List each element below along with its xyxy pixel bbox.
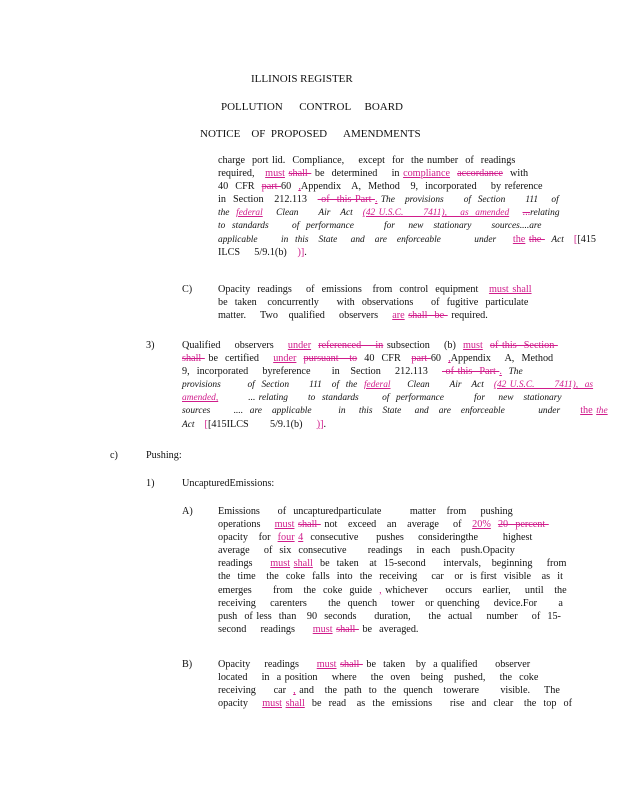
inserted-text: must bbox=[463, 340, 483, 351]
text-run: [415 bbox=[577, 233, 597, 245]
text-run: [415ILCS 5/9.1(b) bbox=[207, 418, 317, 430]
text-line bbox=[218, 684, 560, 697]
inserted-text: [ bbox=[204, 418, 208, 430]
inserted-text: must bbox=[316, 659, 337, 670]
text-run: be certified bbox=[204, 353, 274, 365]
inserted-text: four bbox=[277, 532, 295, 544]
text-run: applicable in this State and are enforceable under bbox=[218, 234, 513, 245]
text-run: be determined in bbox=[311, 168, 404, 180]
inserted-text: , bbox=[379, 584, 382, 596]
text-line bbox=[218, 309, 538, 322]
deleted-text: part bbox=[411, 353, 431, 365]
text-line bbox=[218, 584, 567, 597]
inserted-text: , bbox=[298, 181, 301, 193]
deleted-text: of this Part bbox=[317, 194, 375, 206]
text-line bbox=[182, 352, 554, 365]
text-run: provisions of Section 111 of the bbox=[182, 380, 364, 391]
label-c-upper: C) bbox=[182, 284, 193, 295]
text-run: sources .... are applicable in this State and are enforceable under bbox=[182, 406, 581, 417]
text-run: subsection (b) bbox=[383, 340, 463, 351]
text-line bbox=[218, 206, 560, 219]
text-line bbox=[218, 658, 538, 671]
deleted-text: pursuant to bbox=[303, 353, 358, 365]
text-line bbox=[218, 296, 538, 309]
text-line bbox=[218, 219, 542, 232]
label-b: B) bbox=[182, 659, 193, 670]
inserted-text: , bbox=[293, 685, 296, 697]
text-line bbox=[218, 557, 567, 570]
label-1: 1) bbox=[146, 478, 155, 489]
inserted-text: , bbox=[448, 353, 451, 365]
text-run: charge port lid. Compliance, except for the number of readings bbox=[218, 155, 516, 166]
text-line bbox=[218, 671, 538, 684]
deleted-text: shall bbox=[336, 623, 359, 635]
text-run: 60 bbox=[281, 181, 299, 193]
text-run: Appendix A, Method bbox=[450, 353, 554, 365]
deleted-text: shall bbox=[298, 519, 321, 531]
text-line bbox=[218, 518, 549, 531]
text-run: relating bbox=[530, 208, 560, 219]
text-line bbox=[182, 404, 608, 417]
inserted-text: . bbox=[499, 366, 502, 378]
inserted-text: are bbox=[392, 310, 405, 322]
label-a: A) bbox=[182, 506, 193, 517]
text-run: second readings bbox=[218, 623, 313, 635]
inserted-text: must bbox=[312, 623, 333, 635]
text-run: Emissions of uncapturedparticulate matter from pushing bbox=[218, 506, 513, 517]
text-run: readings bbox=[218, 558, 271, 570]
text-run: Act bbox=[182, 419, 205, 430]
text-line bbox=[182, 418, 538, 431]
header-notice: NOTICE OF PROPOSED AMENDMENTS bbox=[200, 128, 421, 140]
deleted-text: ... bbox=[522, 207, 531, 219]
deleted-text: the bbox=[528, 233, 545, 245]
deleted-text: part bbox=[261, 181, 282, 193]
text-run: Opacity readings bbox=[218, 659, 317, 670]
deleted-text: of this Part bbox=[441, 366, 500, 378]
text-run: consecutive pushes consideringthe highest bbox=[303, 532, 533, 544]
text-run: required. bbox=[447, 310, 488, 322]
inserted-text: 20% bbox=[472, 519, 491, 531]
inserted-text: )] bbox=[297, 246, 305, 258]
text-run: The provisions of Section 111 of bbox=[377, 195, 559, 206]
text-line bbox=[218, 283, 538, 296]
deleted-text: accordance bbox=[457, 168, 503, 180]
text-run: Clean Air Act bbox=[390, 380, 494, 391]
text-run: ILCS 5/9.1(b) bbox=[218, 246, 298, 258]
text-run: The bbox=[501, 367, 523, 378]
text-run: Qualified observers bbox=[182, 340, 288, 351]
deleted-text: shall bbox=[288, 168, 312, 180]
label-3: 3) bbox=[146, 340, 155, 351]
inserted-text: . bbox=[374, 194, 378, 206]
section-pushing-title: Pushing: bbox=[146, 450, 182, 461]
label-c-lower: c) bbox=[110, 450, 118, 461]
header-board: POLLUTION CONTROL BOARD bbox=[221, 101, 404, 113]
text-run: the time the coke falls into the receiving car or is first visible as it bbox=[218, 571, 563, 583]
text-run: average of six consecutive readings in each push.Opacity bbox=[218, 545, 515, 557]
text-run: be taken concurrently with observations of fugitive particulate bbox=[218, 297, 529, 309]
inserted-text: federal bbox=[363, 380, 391, 391]
paragraph-compliance bbox=[218, 154, 597, 259]
inserted-text: compliance bbox=[403, 168, 451, 180]
inserted-text: [ bbox=[573, 233, 578, 245]
deleted-text: shall bbox=[182, 353, 205, 365]
inserted-text: 4 bbox=[298, 532, 304, 544]
text-run: to standards of performance for new stationary sources....are bbox=[218, 221, 542, 232]
text-run: 40 CFR bbox=[218, 181, 262, 193]
paragraph-uncaptured-emissions bbox=[218, 505, 567, 636]
text-line bbox=[182, 339, 558, 352]
paragraph-qualified-observers bbox=[182, 339, 608, 431]
text-run: and the path to the quench towerare visible. The bbox=[295, 685, 560, 697]
text-run: Opacity readings of emissions from control equipment bbox=[218, 284, 489, 295]
inserted-text: shall bbox=[285, 698, 305, 710]
text-line bbox=[182, 378, 594, 391]
text-run: 9, incorporated byreference in Section 212.113 bbox=[182, 366, 442, 378]
text-line bbox=[218, 167, 538, 180]
text-line bbox=[218, 570, 563, 583]
text-run: be averaged. bbox=[358, 623, 419, 635]
text-run: Clean Air Act bbox=[262, 208, 363, 219]
text-run: with bbox=[502, 168, 529, 180]
text-run: receiving car bbox=[218, 685, 294, 697]
text-run: . bbox=[304, 246, 307, 258]
deleted-text: of this Section bbox=[489, 340, 558, 351]
text-line bbox=[218, 154, 538, 167]
text-line bbox=[218, 180, 543, 193]
text-run: 60 bbox=[430, 353, 449, 365]
inserted-text: must bbox=[262, 698, 283, 710]
inserted-text: (42 U.S.C. 7411), as bbox=[493, 380, 594, 391]
text-run: whichever occurs earlier, until the bbox=[381, 584, 567, 596]
text-run: opacity for bbox=[218, 532, 278, 544]
text-run: Appendix A, Method 9, incorporated by reference bbox=[300, 181, 543, 193]
text-run: receiving carenters the quench tower or quenching device.For a bbox=[218, 597, 563, 609]
text-line bbox=[218, 597, 563, 610]
text-run: be taken by a qualified observer bbox=[362, 659, 531, 670]
text-run: located in a position where the oven being pushed, the coke bbox=[218, 672, 539, 684]
inserted-text: (42 U.S.C. 7411), as amended bbox=[362, 208, 510, 219]
text-line bbox=[218, 246, 538, 259]
text-line bbox=[218, 697, 572, 710]
text-line bbox=[218, 531, 538, 544]
text-run: ... relating to standards of performance for new stationary bbox=[218, 393, 562, 404]
deleted-text: referenced in bbox=[318, 340, 384, 351]
text-run bbox=[483, 340, 490, 351]
deleted-text: 20 percent bbox=[497, 519, 549, 531]
text-line bbox=[218, 193, 559, 206]
text-run: 40 CFR bbox=[357, 353, 412, 365]
text-run: required, bbox=[218, 168, 266, 180]
text-run bbox=[491, 519, 498, 530]
inserted-text: must bbox=[274, 519, 295, 531]
text-line bbox=[182, 391, 562, 404]
text-line bbox=[218, 610, 561, 623]
text-run: the bbox=[218, 208, 237, 219]
text-line bbox=[218, 233, 597, 246]
text-run: be read as the emissions rise and clear the top of bbox=[304, 698, 572, 710]
inserted-text: federal bbox=[236, 208, 263, 219]
text-run: emerges from the coke guide bbox=[218, 584, 380, 596]
text-line bbox=[218, 623, 538, 636]
inserted-text: under bbox=[287, 340, 312, 351]
text-run: in Section 212.113 bbox=[218, 194, 318, 206]
text-run: not exceed an average of bbox=[320, 519, 473, 531]
text-line bbox=[182, 365, 538, 378]
inserted-text: the bbox=[596, 406, 608, 417]
inserted-text: the bbox=[580, 405, 593, 417]
inserted-text: amended, bbox=[182, 393, 219, 404]
text-run: . bbox=[323, 418, 327, 430]
text-run bbox=[509, 208, 522, 218]
text-run: matter. Two qualified observers bbox=[218, 310, 393, 322]
paragraph-opacity-readings bbox=[218, 658, 572, 710]
inserted-text: )] bbox=[316, 418, 324, 430]
inserted-text: must bbox=[270, 558, 291, 570]
text-run: be taken at 15-second intervals, beginning from bbox=[312, 558, 567, 570]
inserted-text: under bbox=[273, 353, 297, 365]
item-uncaptured-title: UncapturedEmissions: bbox=[182, 478, 275, 489]
text-run: opacity bbox=[218, 698, 263, 710]
paragraph-opacity-concurrent bbox=[218, 283, 538, 322]
inserted-text: must bbox=[265, 168, 285, 180]
inserted-text: must shall bbox=[488, 284, 532, 295]
text-line bbox=[218, 505, 538, 518]
header-register: ILLINOIS REGISTER bbox=[251, 73, 353, 85]
inserted-text: the bbox=[512, 233, 526, 245]
inserted-text: shall bbox=[293, 558, 313, 570]
text-run: push of less than 90 seconds duration, the actual number of 15- bbox=[218, 610, 561, 622]
deleted-text: shall bbox=[340, 659, 363, 670]
text-run: operations bbox=[218, 519, 275, 531]
deleted-text: shall be bbox=[408, 310, 448, 322]
text-run: Act bbox=[544, 234, 574, 245]
text-line bbox=[218, 544, 538, 557]
